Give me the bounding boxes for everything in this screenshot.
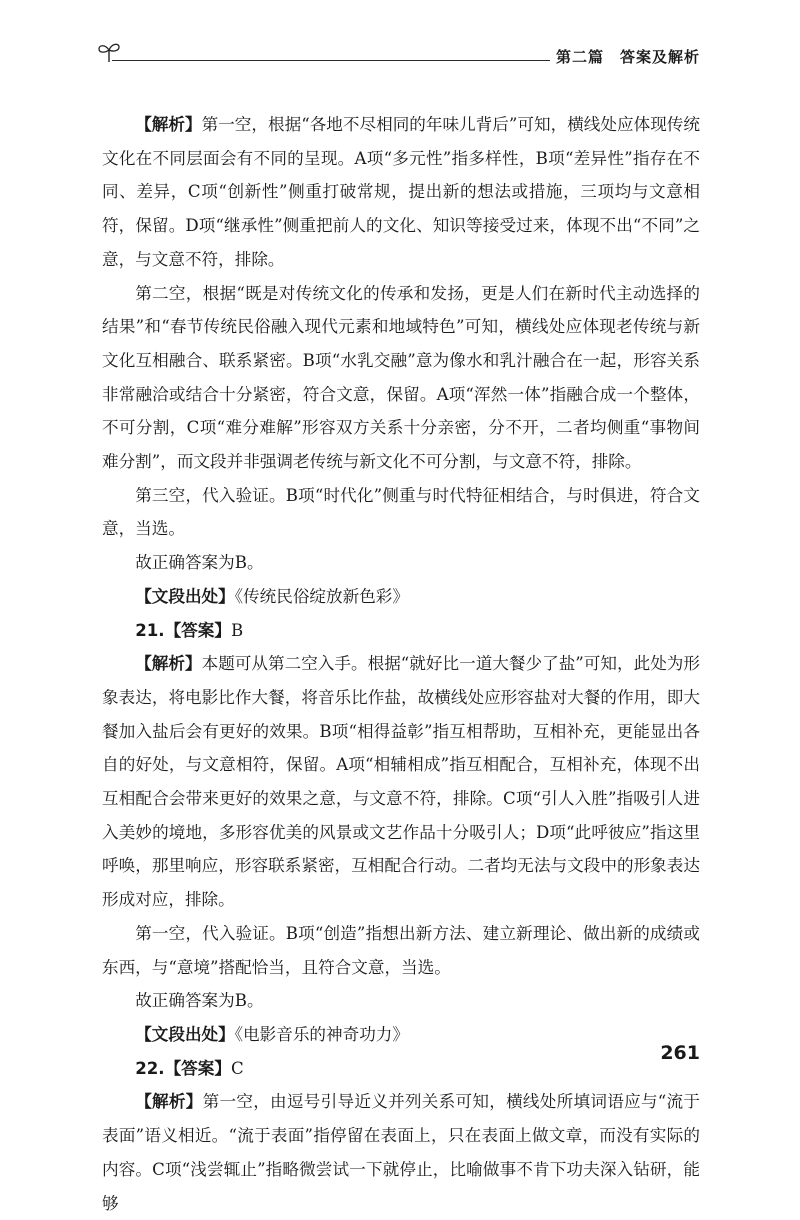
paragraph-text: 第一空，由逗号引导近义并列关系可知，横线处所填词语应与“流于表面”语义相近。“流于表面”指停留在表面上，只在表面上做文章，而没有实际的内容。C项“浅尝辄止”指略微尝试一下就停止，比喻做事不肯下功夫深入钻研，能够 xyxy=(102,1092,701,1213)
page-number: 261 xyxy=(660,1042,700,1064)
paragraph-text: 第三空，代入验证。B项“时代化”侧重与时代特征相结合，与时俱进，符合文意，当选。 xyxy=(102,485,700,539)
paragraph-tag: 【文段出处】 xyxy=(135,1024,235,1044)
paragraph-tag: 【解析】 xyxy=(135,115,202,134)
paragraph xyxy=(102,1085,700,1220)
paragraph-text: B xyxy=(230,620,244,640)
header-title: 第二篇 答案及解析 xyxy=(555,48,700,66)
paragraph-text: 故正确答案为B。 xyxy=(135,553,264,573)
paragraph-tag: 【解析】 xyxy=(135,1092,203,1112)
running-header xyxy=(96,40,700,70)
sprout-icon xyxy=(96,40,122,66)
paragraph-text: 本题可从第二空入手。根据“就好比一道大餐少了盐”可知，此处为形象表达，将电影比作大餐，将音乐比作盐，故横线处应形容盐对大餐的作用，即大餐加入盐后会有更好的效果。B项“相得益彰”指互相帮助，互相补充，更能显出各自的好处，与文意相符，保留。A项“相辅相成”指互相配合，互相补充，体现不出互相配合会带来更好的效果之意，与文意不符，排除。C项“引人入胜”指吸引人进入美妙的境地，多形容优美的风景或文艺作品十分吸引人；D项“此呼彼应”指这里呼唤，那里响应，形容联系紧密，互相配合行动。二者均无法与文段中的形象表达形成对应，排除。 xyxy=(102,654,700,910)
answer-text-body xyxy=(102,108,700,1220)
paragraph-text: 第一空，代入验证。B项“创造”指想出新方法、建立新理论、做出新的成绩或东西，与“意境”搭配恰当，且符合文意，当选。 xyxy=(102,923,700,977)
paragraph xyxy=(102,984,700,1018)
paragraph xyxy=(102,917,700,984)
paragraph xyxy=(102,614,700,648)
paragraph xyxy=(102,1018,700,1052)
paragraph-text: 故正确答案为B。 xyxy=(135,991,264,1011)
paragraph-tag: 【文段出处】 xyxy=(135,586,235,606)
paragraph-tag: 22.【答案】 xyxy=(135,1058,231,1078)
paragraph-text: 第一空，根据“各地不尽相同的年味儿背后”可知，横线处应体现传统文化在不同层面会有不同的呈现。A项“多元性”指多样性，B项“差异性”指存在不同、差异，C项“创新性”侧重打破常规，提出新的想法或措施，三项均与文意相符，保留。D项“继承性”侧重把前人的文化、知识等接受过来，体现不出“不同”之意，与文意不符，排除。 xyxy=(102,115,700,269)
paragraph-text: 《传统民俗绽放新色彩》 xyxy=(234,586,409,606)
paragraph xyxy=(102,108,700,277)
paragraph xyxy=(102,580,700,614)
paragraph xyxy=(102,277,700,479)
paragraph-tag: 21.【答案】 xyxy=(135,620,231,640)
paragraph-text: 《电影音乐的神奇功力》 xyxy=(234,1024,409,1044)
header-rule xyxy=(112,60,550,61)
paragraph-text: 第二空，根据“既是对传统文化的传承和发扬，更是人们在新时代主动选择的结果”和“春节传统民俗融入现代元素和地域特色”可知，横线处应体现老传统与新文化互相融合、联系紧密。B项“水乳交融”意为像水和乳汁融合在一起，形容关系非常融洽或结合十分紧密，符合文意，保留。A项“浑然一体”指融合成一个整体，不可分割，C项“难分难解”形容双方关系十分亲密，分不开，二者均侧重“事物间难分割”，而文段并非强调老传统与新文化不可分割，与文意不符，排除。 xyxy=(102,283,700,472)
paragraph xyxy=(102,647,700,917)
paragraph xyxy=(102,479,700,546)
paragraph xyxy=(102,1052,700,1086)
paragraph xyxy=(102,546,700,580)
paragraph-text: C xyxy=(230,1058,244,1078)
paragraph-tag: 【解析】 xyxy=(135,654,202,674)
